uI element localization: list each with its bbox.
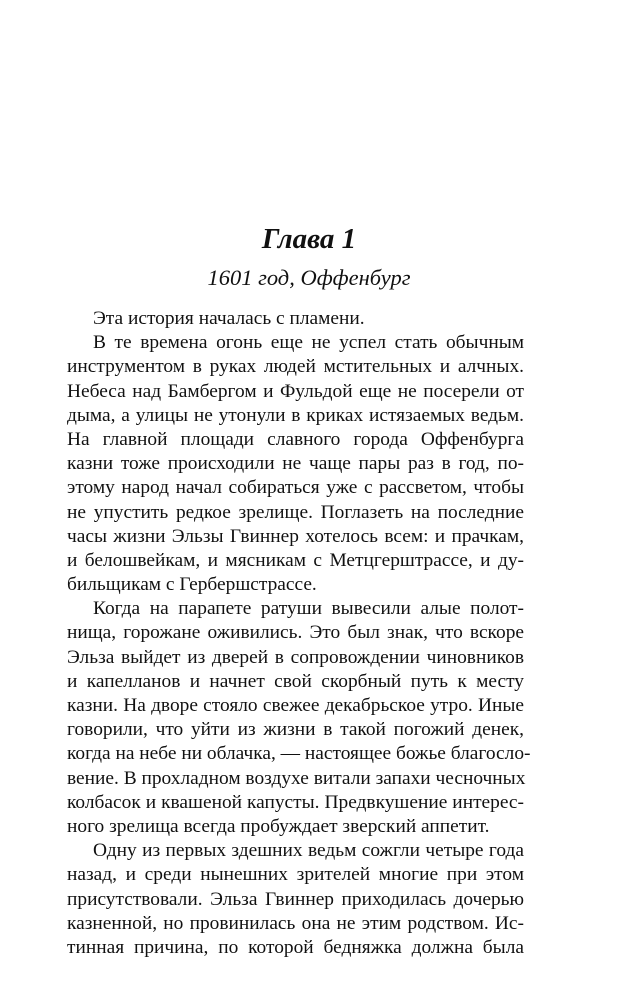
text-line: говорили, что уйти из жизни в такой погожий денек, [67, 719, 524, 741]
text-line: инструментом в руках людей мстительных и алчных. [67, 356, 524, 378]
text-line: часы жизни Эльзы Гвиннер хотелось всем: и прачкам, [67, 525, 524, 547]
text-line: Когда на парапете ратуши вывесили алые полот- [93, 598, 524, 620]
text-line: колбасок и квашеной капусты. Предвкушение интерес- [67, 791, 524, 813]
text-line: дыма, а улицы не утонули в криках истязаемых ведьм. [67, 404, 524, 426]
text-line: и капелланов и начнет свой скорбный путь к месту [67, 670, 524, 692]
chapter-subtitle: 1601 год, Оффенбург [207, 265, 411, 290]
chapter-heading: Глава 1 [261, 223, 357, 255]
text-line: казни тоже происходили не чаще пары раз в год, по- [67, 453, 524, 475]
text-line: Небеса над Бамбергом и Фульдой еще не посерели от [67, 380, 524, 402]
text-line: Эльза выйдет из дверей в сопровождении чиновников [67, 646, 524, 668]
text-line: Эта история началась с пламени. [93, 308, 365, 329]
text-line: нища, горожане оживились. Это был знак, что вскоре [67, 622, 524, 644]
text-line: В те времена огонь еще не успел стать обычным [93, 332, 524, 354]
text-line: ного зрелища всегда пробуждает зверский аппетит. [67, 815, 490, 837]
text-line: бильщикам с Гербершстрассе. [67, 574, 317, 596]
text-line: присутствовали. Эльза Гвиннер приходилась дочерью [67, 888, 524, 910]
text-line: вение. В прохладном воздухе витали запахи чесночных [67, 767, 526, 789]
text-line: этому народ начал собираться уже с рассветом, чтобы [67, 477, 524, 499]
text-line: не упустить редкое зрелище. Поглазеть на последние [67, 501, 524, 523]
body-text [67, 307, 531, 960]
text-line: На главной площади славного города Оффенбурга [67, 428, 524, 450]
text-line: казненной, но провинилась она не этим родством. Ис- [67, 912, 524, 934]
text-line: казни. На дворе стояло свежее декабрьское утро. Иные [67, 695, 524, 716]
text-line: Одну из первых здешних ведьм сожгли четыре года [93, 840, 524, 862]
text-line: когда на небе ни облачка, — настоящее божье благосло- [67, 743, 531, 765]
text-line: и белошвейкам, и мясникам с Метцгерштрассе, и ду- [67, 549, 524, 571]
text-line: тинная причина, по которой бедняжка должна была [67, 936, 524, 958]
text-line: назад, и среди нынешних зрителей многие при этом [67, 864, 524, 886]
